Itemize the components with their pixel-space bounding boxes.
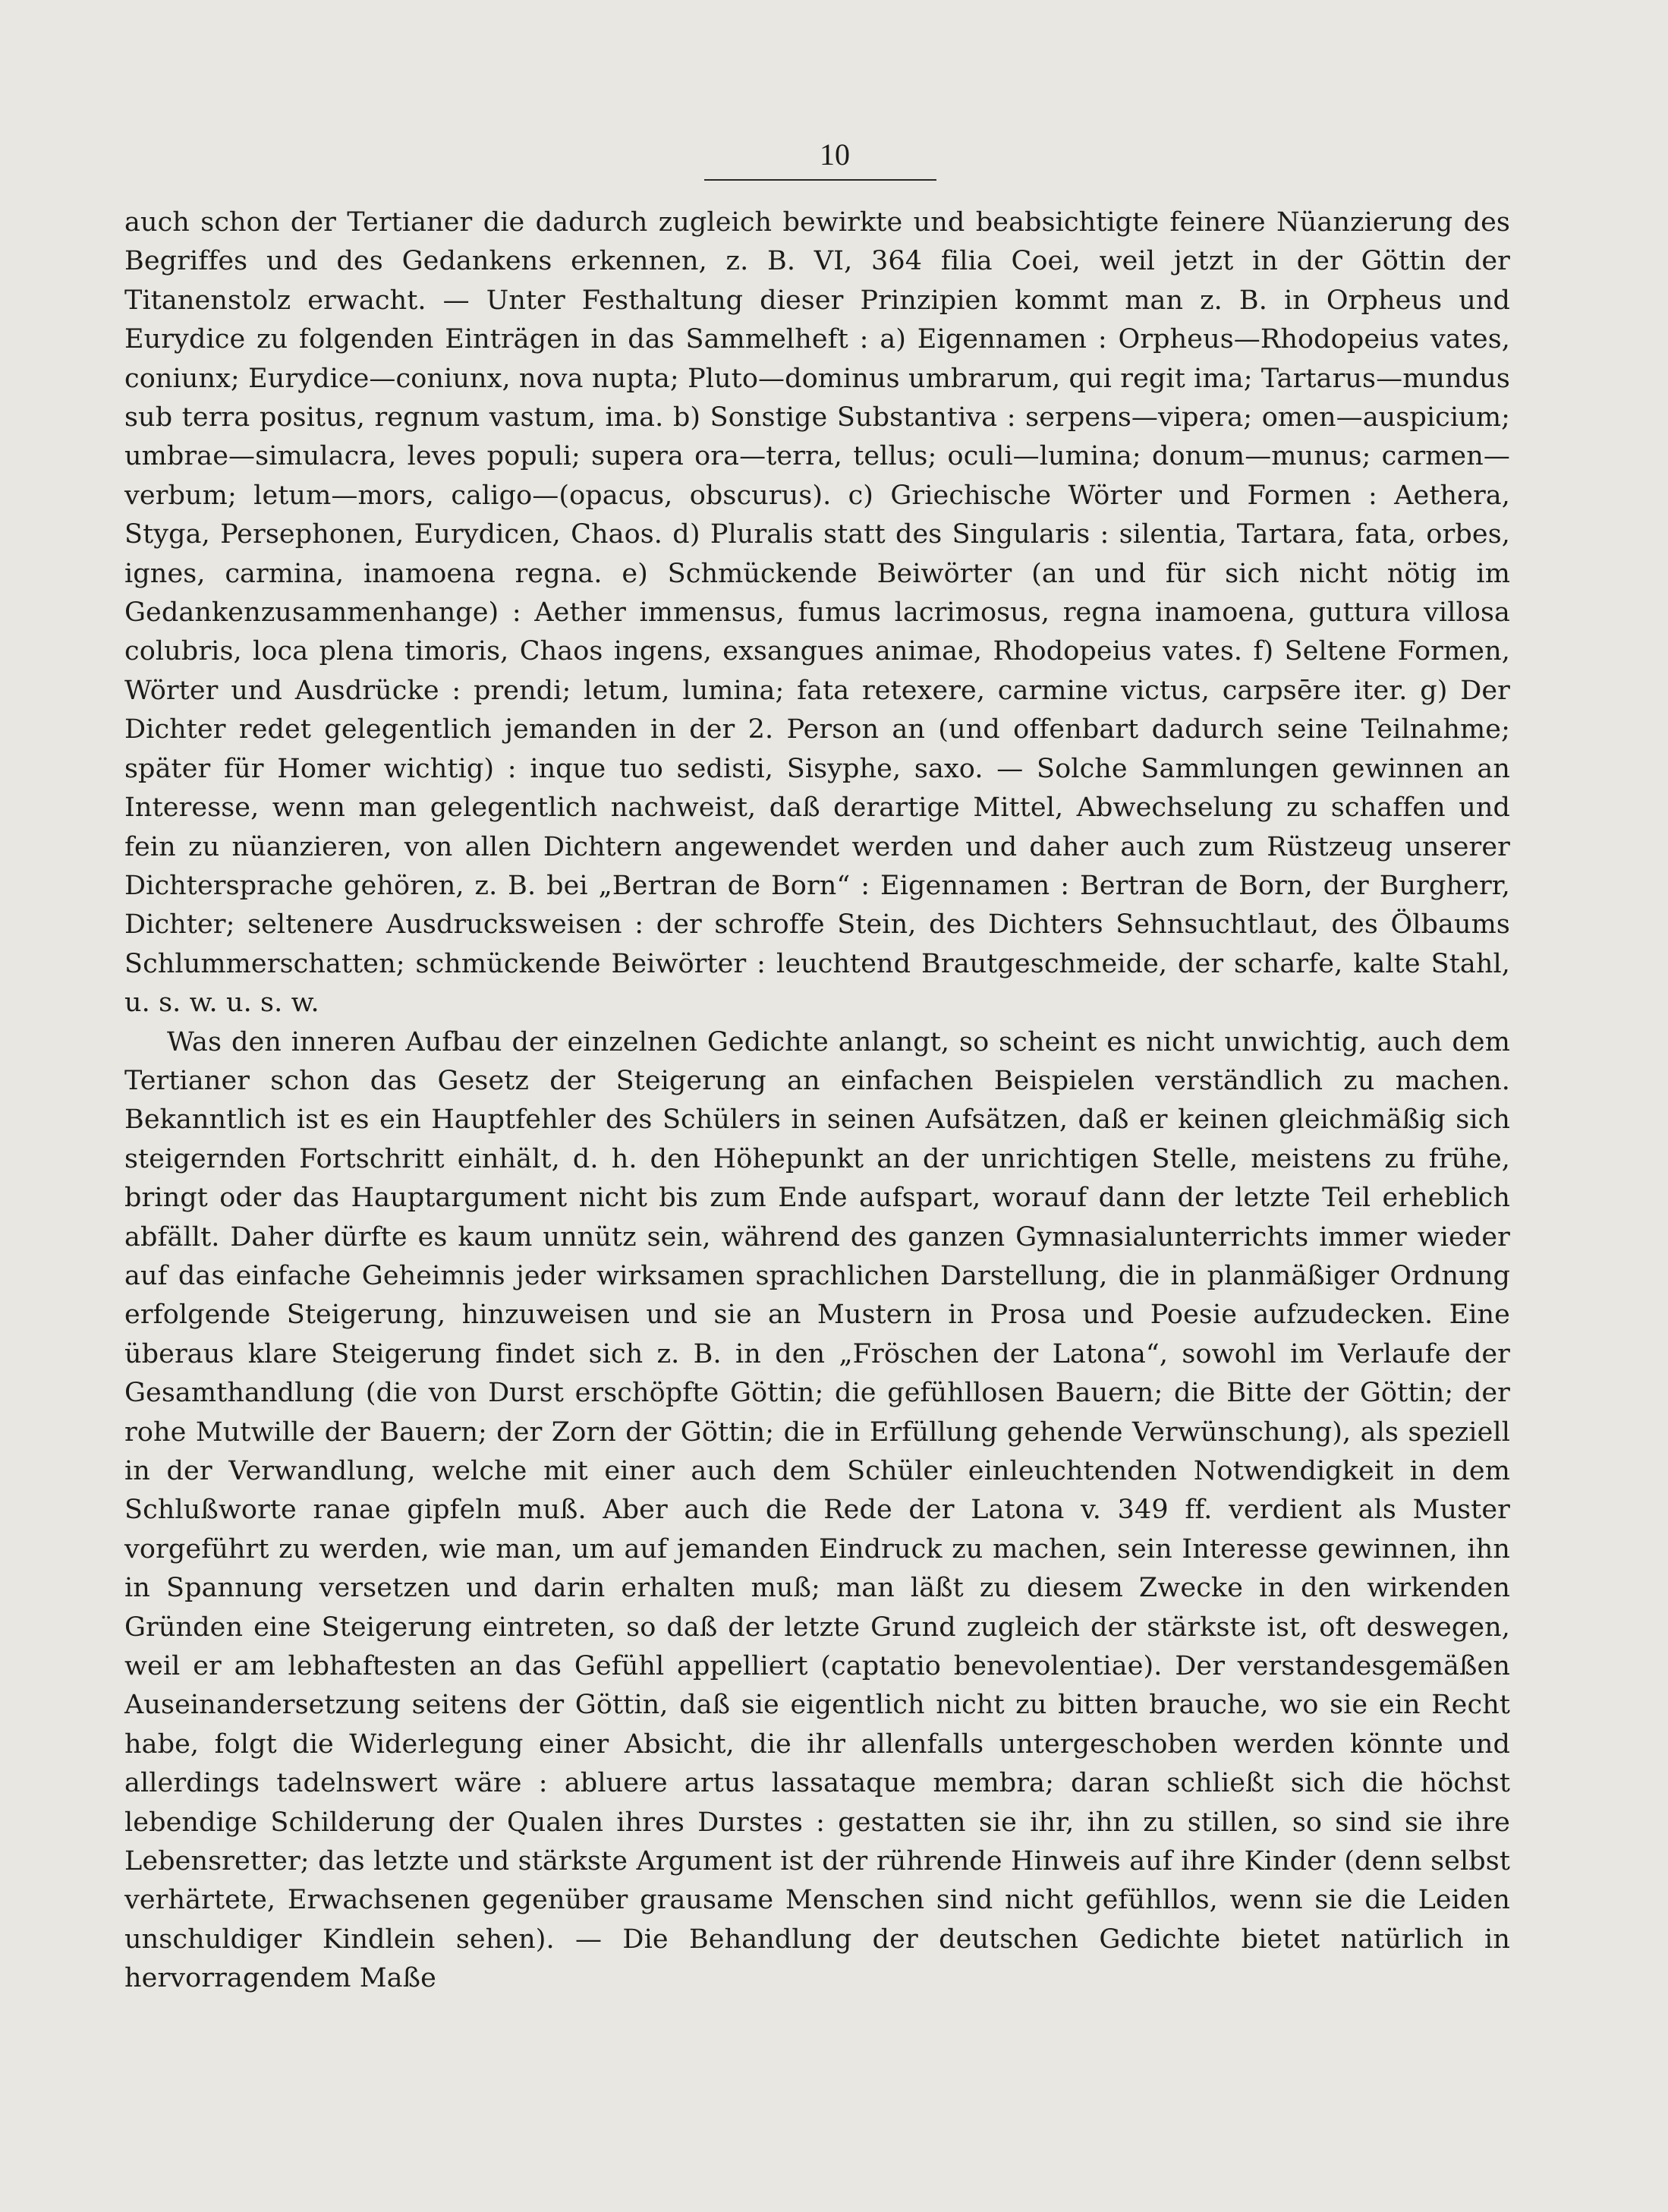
page-number: 10: [820, 137, 850, 172]
paragraph-2: Was den inneren Aufbau der einzelnen Gedichte anlangt, so scheint es nicht unwichtig, auch dem Tertianer schon das Gesetz der Steigerung an einfachen Beispielen verständlich zu machen. Bekanntlich ist es ein Hauptfehler des Schülers in seinen Aufsätzen, daß er keinen gleichmäßig sich steigernden Fortschritt einhält, d. h. den Höhepunkt an der unrichtigen Stelle, meistens zu frühe, bringt oder das Hauptargument nicht bis zum Ende aufspart, worauf dann der letzte Teil erheblich abfällt. Daher dürfte es kaum unnütz sein, während des ganzen Gymnasialunterrichts immer wieder auf das einfache Geheimnis jeder wirksamen sprachlichen Darstellung, die in planmäßiger Ordnung erfolgende Steigerung, hinzuweisen und sie an Mustern in Prosa und Poesie aufzudecken. Eine überaus klare Steigerung findet sich z. B. in den „Fröschen der Latona“, sowohl im Verlaufe der Gesamthandlung (die von Durst erschöpfte Göttin; die gefühllosen Bauern; die Bitte der Göttin; der rohe Mutwille der Bauern; der Zorn der Göttin; die in Erfüllung gehende Verwünschung), als speziell in der Verwandlung, welche mit einer auch dem Schüler einleuchtenden Notwendigkeit in dem Schlußworte ranae gipfeln muß. Aber auch die Rede der Latona v. 349 ff. verdient als Muster vorgeführt zu werden, wie man, um auf jemanden Eindruck zu machen, sein Interesse gewinnen, ihn in Spannung versetzen und darin erhalten muß; man läßt zu diesem Zwecke in den wirkenden Gründen eine Steigerung eintreten, so daß der letzte Grund zugleich der stärkste ist, oft deswegen, weil er am lebhaftesten an das Gefühl appelliert (captatio benevolentiae). Der verstandesgemäßen Auseinandersetzung seitens der Göttin, daß sie eigentlich nicht zu bitten brauche, wo sie ein Recht habe, folgt die Widerlegung einer Absicht, die ihr allenfalls untergeschoben werden könnte und allerdings tadelnswert wäre : abluere artus lassataque membra; daran schließt sich die höchst lebendige Schilderung der Qualen ihres Durstes : gestatten sie ihr, ihn zu stillen, so sind sie ihre Lebensretter; das letzte und stärkste Argument ist der rührende Hinweis auf ihre Kinder (denn selbst verhärtete, Erwachsenen gegenüber grausame Menschen sind nicht gefühllos, wenn sie die Leiden unschuldiger Kindlein sehen). — Die Behandlung der deutschen Gedichte bietet natürlich in hervorragendem Maße: [124, 1026, 1510, 1994]
body-text: [124, 203, 1510, 1999]
paragraph-1: auch schon der Tertianer die dadurch zugleich bewirkte und beabsichtigte feinere Nüanzierung des Begriffes und des Gedankens erkennen, z. B. VI, 364 filia Coei, weil jetzt in der Göttin der Titanenstolz erwacht. — Unter Festhaltung dieser Prinzipien kommt man z. B. in Orpheus und Eurydice zu folgenden Einträgen in das Sammelheft : a) Eigennamen : Orpheus—Rhodopeius vates, coniunx; Eurydice—coniunx, nova nupta; Pluto—dominus umbrarum, qui regit ima; Tartarus—mundus sub terra positus, regnum vastum, ima. b) Sonstige Substantiva : serpens—vipera; omen—auspicium; umbrae—simulacra, leves populi; supera ora—terra, tellus; oculi—lumina; donum—munus; carmen—verbum; letum—mors, caligo—(opacus, obscurus). c) Griechische Wörter und Formen : Aethera, Styga, Persephonen, Eurydicen, Chaos. d) Pluralis statt des Singularis : silentia, Tartara, fata, orbes, ignes, carmina, inamoena regna. e) Schmückende Beiwörter (an und für sich nicht nötig im Gedankenzusammenhange) : Aether immensus, fumus lacrimosus, regna inamoena, guttura villosa colubris, loca plena timoris, Chaos ingens, exsangues animae, Rhodopeius vates. f) Seltene Formen, Wörter und Ausdrücke : prendi; letum, lumina; fata retexere, carmine victus, carpsēre iter. g) Der Dichter redet gelegentlich jemanden in der 2. Person an (und offenbart dadurch seine Teilnahme; später für Homer wichtig) : inque tuo sedisti, Sisyphe, saxo. — Solche Sammlungen gewinnen an Interesse, wenn man gelegentlich nachweist, daß derartige Mittel, Abwechselung zu schaffen und fein zu nüanzieren, von allen Dichtern angewendet werden und daher auch zum Rüstzeug unserer Dichtersprache gehören, z. B. bei „Bertran de Born“ : Eigennamen : Bertran de Born, der Burgherr, Dichter; seltenere Ausdrucksweisen : der schroffe Stein, des Dichters Sehnsuchtlaut, des Ölbaums Schlummerschatten; schmückende Beiwörter : leuchtend Brautgeschmeide, der scharfe, kalte Stahl, u. s. w. u. s. w.: [124, 207, 1510, 1019]
header-rule: [704, 179, 936, 181]
